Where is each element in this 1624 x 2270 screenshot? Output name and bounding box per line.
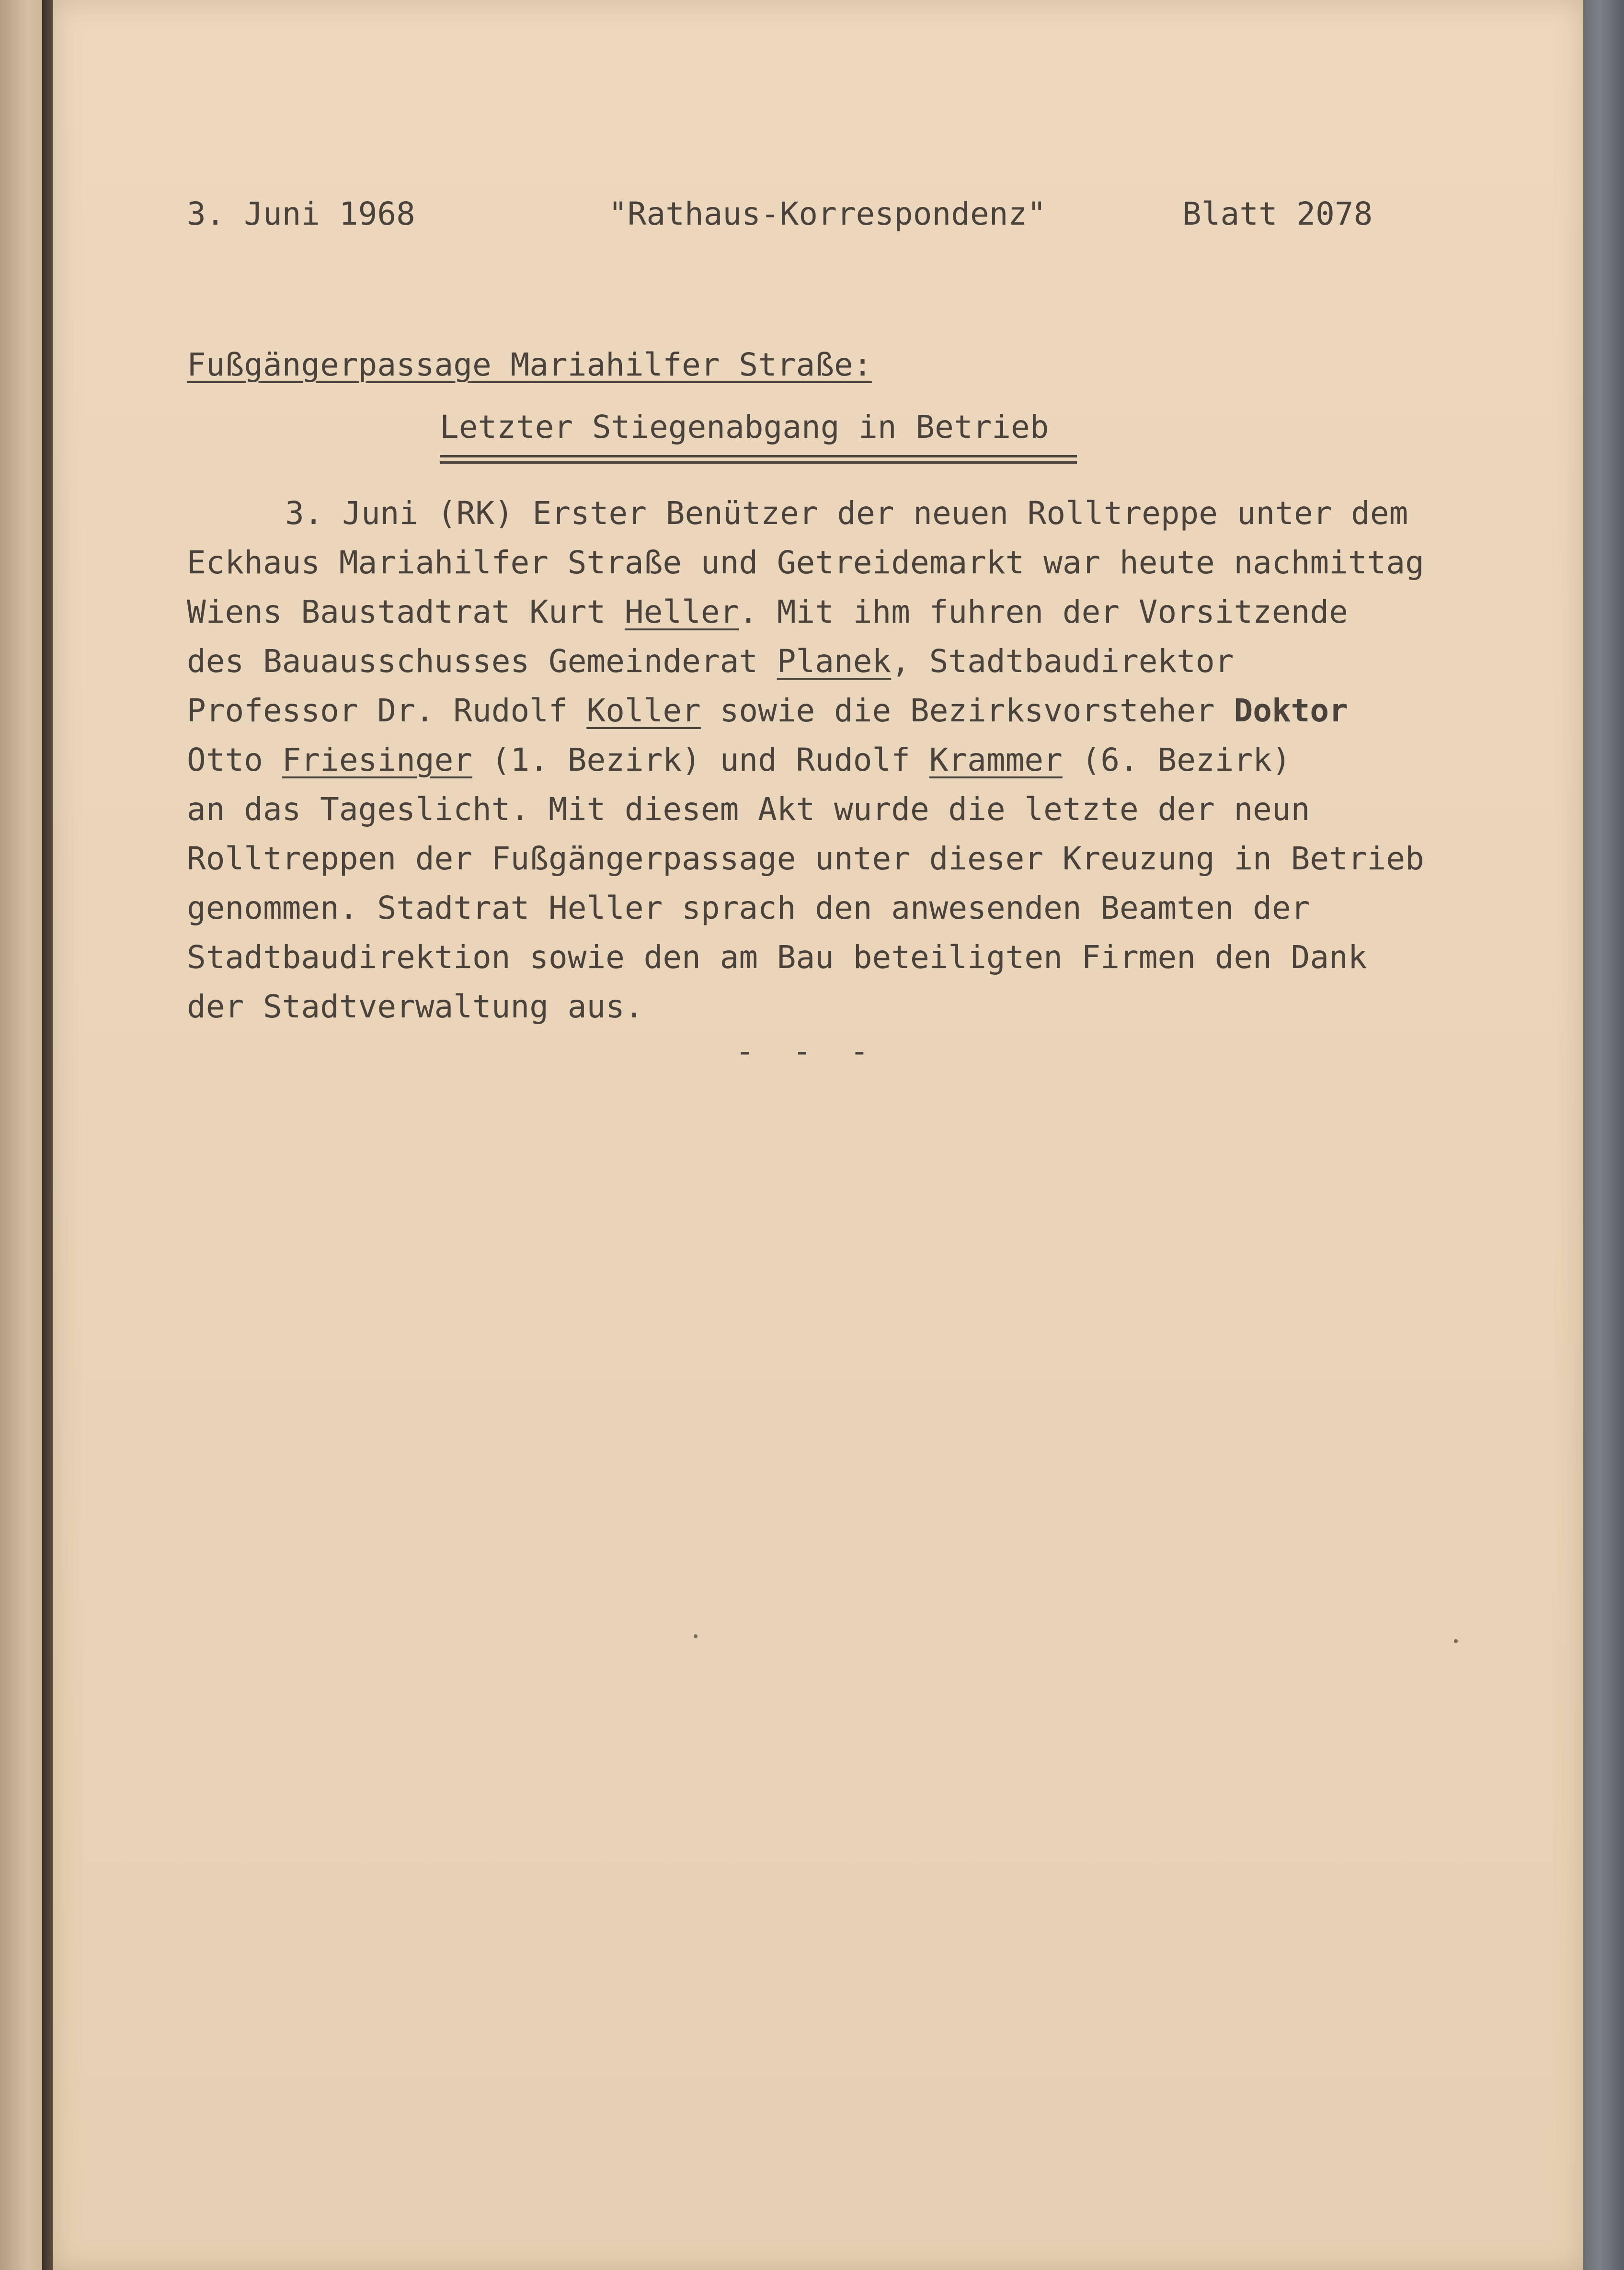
paragraph-line-6 [187,735,1291,785]
subheadline-double-rule [440,455,1077,464]
line-6-text-a: Otto [187,741,282,778]
name-heller: Heller [624,593,739,630]
paragraph-line-10: Stadtbaudirektion sowie den am Bau beteiligten Firmen den Dank [187,939,1367,976]
name-koller: Koller [586,692,701,729]
paper-speck [694,1634,698,1638]
paragraph-line-2: Eckhaus Mariahilfer Straße und Getreidemarkt war heute nachmittag [187,544,1424,581]
header-date: 3. Juni 1968 [187,195,415,232]
name-krammer: Krammer [929,741,1063,778]
paragraph-line-3 [187,587,1348,637]
article-headline: Fußgängerpassage Mariahilfer Straße: [187,346,872,383]
paragraph-line-8: Rolltreppen der Fußgängerpassage unter dieser Kreuzung in Betrieb [187,840,1424,877]
previous-page-edge [0,0,48,2270]
line-5-text-b: sowie die Bezirksvorsteher [700,692,1234,729]
line-3-text-a: Wiens Baustadtrat Kurt [187,593,625,630]
header-publication: "Rathaus-Korrespondenz" [608,195,1046,232]
name-friesinger: Friesinger [282,741,473,778]
paragraph-line-4 [187,637,1234,686]
line-6-text-b: (1. Bezirk) und Rudolf [472,741,929,778]
paragraph-line-9: genommen. Stadtrat Heller sprach den anwesenden Beamten der [187,890,1310,926]
header-sheet-number: Blatt 2078 [1182,195,1373,232]
line-4-text-a: des Bauausschusses Gemeinderat [187,643,777,680]
paragraph-line-7: an das Tageslicht. Mit diesem Akt wurde die letzte der neun [187,791,1310,828]
title-doktor: Doktor [1234,692,1348,729]
article-subheadline: Letzter Stiegenabgang in Betrieb [440,409,1049,445]
paragraph-line-11: der Stadtverwaltung aus. [187,988,644,1025]
line-5-text-a: Professor Dr. Rudolf [187,692,587,729]
end-mark: - - - [735,1033,879,1070]
line-4-text-b: , Stadtbaudirektor [891,643,1234,680]
scanner-background-edge [1583,0,1624,2270]
paragraph-line-1: 3. Juni (RK) Erster Benützer der neuen Rolltreppe unter dem [285,495,1408,532]
paragraph-line-5 [187,686,1348,735]
line-6-text-c: (6. Bezirk) [1062,741,1291,778]
line-3-text-b: . Mit ihm fuhren der Vorsitzende [739,593,1348,630]
name-planek: Planek [777,643,892,680]
paper-speck [1454,1639,1458,1643]
